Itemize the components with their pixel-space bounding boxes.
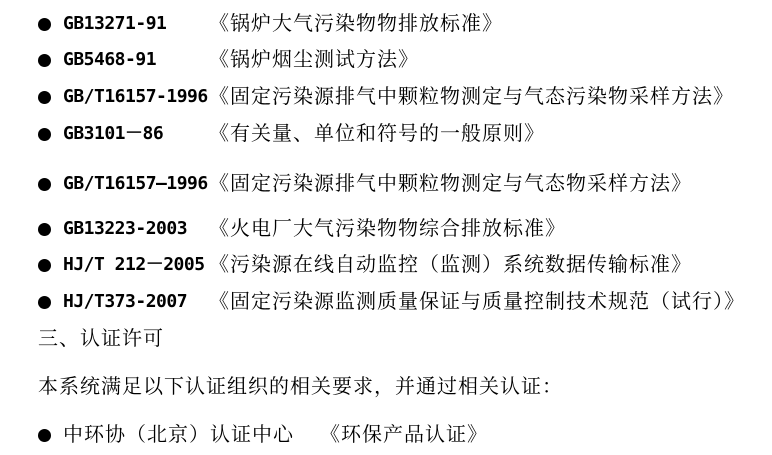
standard-title: 《固定污染源监测质量保证与质量控制技术规范（试行）》	[209, 291, 745, 313]
standard-code: GB5468-91	[63, 49, 157, 70]
bullet-icon	[38, 54, 51, 67]
intro-paragraph-text: 本系统满足以下认证组织的相关要求，并通过相关认证：	[38, 376, 563, 398]
standard-code: HJ/T 212－2005	[63, 254, 205, 275]
standard-row	[38, 289, 745, 315]
standard-title: 《污染源在线自动监控（监测）系统数据传输标准》	[209, 254, 692, 276]
certification-title: 《环保产品认证》	[320, 424, 488, 446]
standard-code: GB3101－86	[63, 123, 164, 144]
section-heading	[38, 326, 164, 352]
standard-row	[38, 171, 692, 197]
standard-code: HJ/T373-2007	[63, 291, 188, 312]
standard-title: 《有关量、单位和符号的一般原则》	[209, 123, 545, 145]
standard-row	[38, 11, 503, 37]
bullet-icon	[38, 296, 51, 309]
bullet-icon	[38, 91, 51, 104]
bullet-icon	[38, 128, 51, 141]
bullet-icon	[38, 429, 51, 442]
intro-paragraph	[38, 374, 563, 400]
standard-code: GB13223-2003	[63, 218, 188, 239]
standard-code: GB/T16157-1996	[63, 86, 208, 107]
bullet-icon	[38, 259, 51, 272]
certification-org: 中环协（北京）认证中心	[63, 424, 294, 446]
standard-code: GB/T16157—1996	[63, 173, 208, 194]
bullet-icon	[38, 178, 51, 191]
bullet-icon	[38, 18, 51, 31]
standard-row	[38, 47, 419, 73]
standard-title: 《固定污染源排气中颗粒物测定与气态物采样方法》	[209, 173, 692, 195]
standard-title: 《火电厂大气污染物物综合排放标准》	[209, 218, 566, 240]
bullet-icon	[38, 223, 51, 236]
standard-row	[38, 216, 566, 242]
standard-title: 《锅炉大气污染物物排放标准》	[209, 13, 503, 35]
standard-row	[38, 121, 545, 147]
standard-code: GB13271-91	[63, 13, 167, 34]
standard-title: 《固定污染源排气中颗粒物测定与气态污染物采样方法》	[209, 86, 734, 108]
section-heading-text: 三、认证许可	[38, 328, 164, 350]
standard-row	[38, 84, 734, 110]
standard-row	[38, 252, 692, 278]
certification-row	[38, 422, 488, 448]
standard-title: 《锅炉烟尘测试方法》	[209, 49, 419, 71]
